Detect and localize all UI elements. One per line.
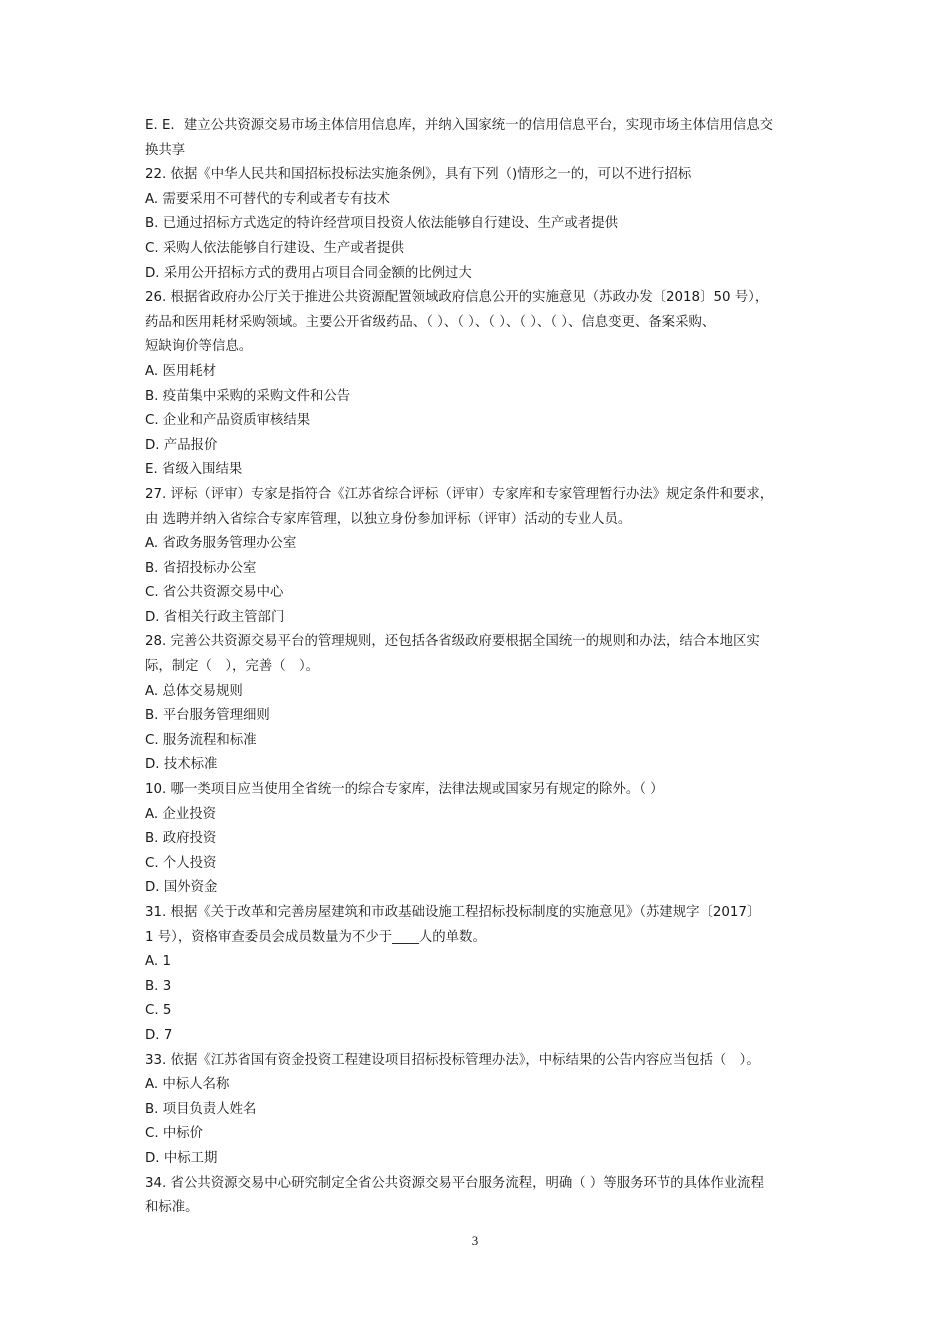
text-line: C. 省公共资源交易中心 [145,585,284,601]
text-line: D. 国外资金 [145,880,218,896]
text-line: C. 采购人依法能够自行建设、生产或者提供 [145,240,404,256]
text-line: D. 采用公开招标方式的费用占项目合同金额的比例过大 [145,265,472,281]
text-line: 34. 省公共资源交易中心研究制定全省公共资源交易平台服务流程，明确（ ）等服务环节的具体作业流程 [145,1175,764,1191]
text-line: A. 省政务服务管理办公室 [145,536,297,552]
text-line: C. 个人投资 [145,855,217,871]
text-line: 10. 哪一类项目应当使用全省统一的综合专家库，法律法规或国家另有规定的除外。（ ） [145,782,664,798]
text-line: D. 技术标准 [145,757,218,773]
text-line: 33. 依据《江苏省国有资金投资工程建设项目招标投标管理办法》，中标结果的公告内容应当包括（ ）。 [145,1052,760,1068]
text-line: A. 总体交易规则 [145,683,243,699]
text-line: D. 中标工期 [145,1150,218,1166]
text-line: 1 号），资格审查委员会成员数量为不少于____人的单数。 [145,929,486,945]
text-line: A. 1 [145,954,171,970]
text-line: 27. 评标（评审）专家是指符合《江苏省综合评标（评审）专家库和专家管理暂行办法》规定条件和要求， [145,486,774,502]
text-line: B. 平台服务管理细则 [145,708,270,724]
text-line: D. 产品报价 [145,437,218,453]
text-line: C. 中标价 [145,1126,204,1142]
text-line: B. 疫苗集中采购的采购文件和公告 [145,388,351,404]
text-line: E. E．建立公共资源交易市场主体信用信息库，并纳入国家统一的信用信息平台，实现市场主体信用信息交 [145,118,774,133]
text-line: 22. 依据《中华人民共和国招标投标法实施条例》，具有下列（)情形之一的，可以不进行招标 [145,167,692,183]
text-line: A. 企业投资 [145,806,216,822]
text-line: D. 省相关行政主管部门 [145,609,285,625]
text-line: 和标准。 [145,1200,199,1216]
page-number: 3 [471,1233,479,1248]
text-line: B. 政府投资 [145,831,217,847]
text-line: 换共享 [145,142,186,158]
text-line: C. 企业和产品资质审核结果 [145,413,311,429]
text-line: 由 选聘并纳入省综合专家库管理，以独立身份参加评标（评审）活动的专业人员。 [145,511,632,527]
page-body [145,114,813,1221]
text-line: D. 7 [145,1027,173,1043]
text-line: 药品和医用耗材采购领域。主要公开省级药品、（ ）、（ ）、（ ）、（ ）、（ ）、信息变更、备案采购、 [145,314,716,330]
text-line: 短缺询价等信息。 [145,339,253,355]
text-line: 31. 根据《关于改革和完善房屋建筑和市政基础设施工程招标投标制度的实施意见》（苏建规字〔2017〕 [145,905,761,920]
text-line: 际，制定（ ），完善（ ）。 [145,659,320,675]
text-line: A. 医用耗材 [145,363,216,379]
text-line: E. 省级入围结果 [145,462,243,478]
text-line: A. 中标人名称 [145,1077,230,1093]
text-line: B. 已通过招标方式选定的特许经营项目投资人依法能够自行建设、生产或者提供 [145,216,618,232]
text-line: B. 项目负责人姓名 [145,1101,257,1117]
text-line: B. 3 [145,978,172,994]
text-line: 26. 根据省政府办公厅关于推进公共资源配置领域政府信息公开的实施意见（苏政办发〔2018〕50 号）， [145,290,769,306]
text-line: C. 5 [145,1003,172,1019]
text-line: A. 需要采用不可替代的专利或者专有技术 [145,191,391,207]
text-line: B. 省招投标办公室 [145,560,257,576]
text-line: 28. 完善公共资源交易平台的管理规则，还包括各省级政府要根据全国统一的规则和办法，结合本地区实 [145,634,760,650]
text-line: C. 服务流程和标准 [145,732,257,748]
